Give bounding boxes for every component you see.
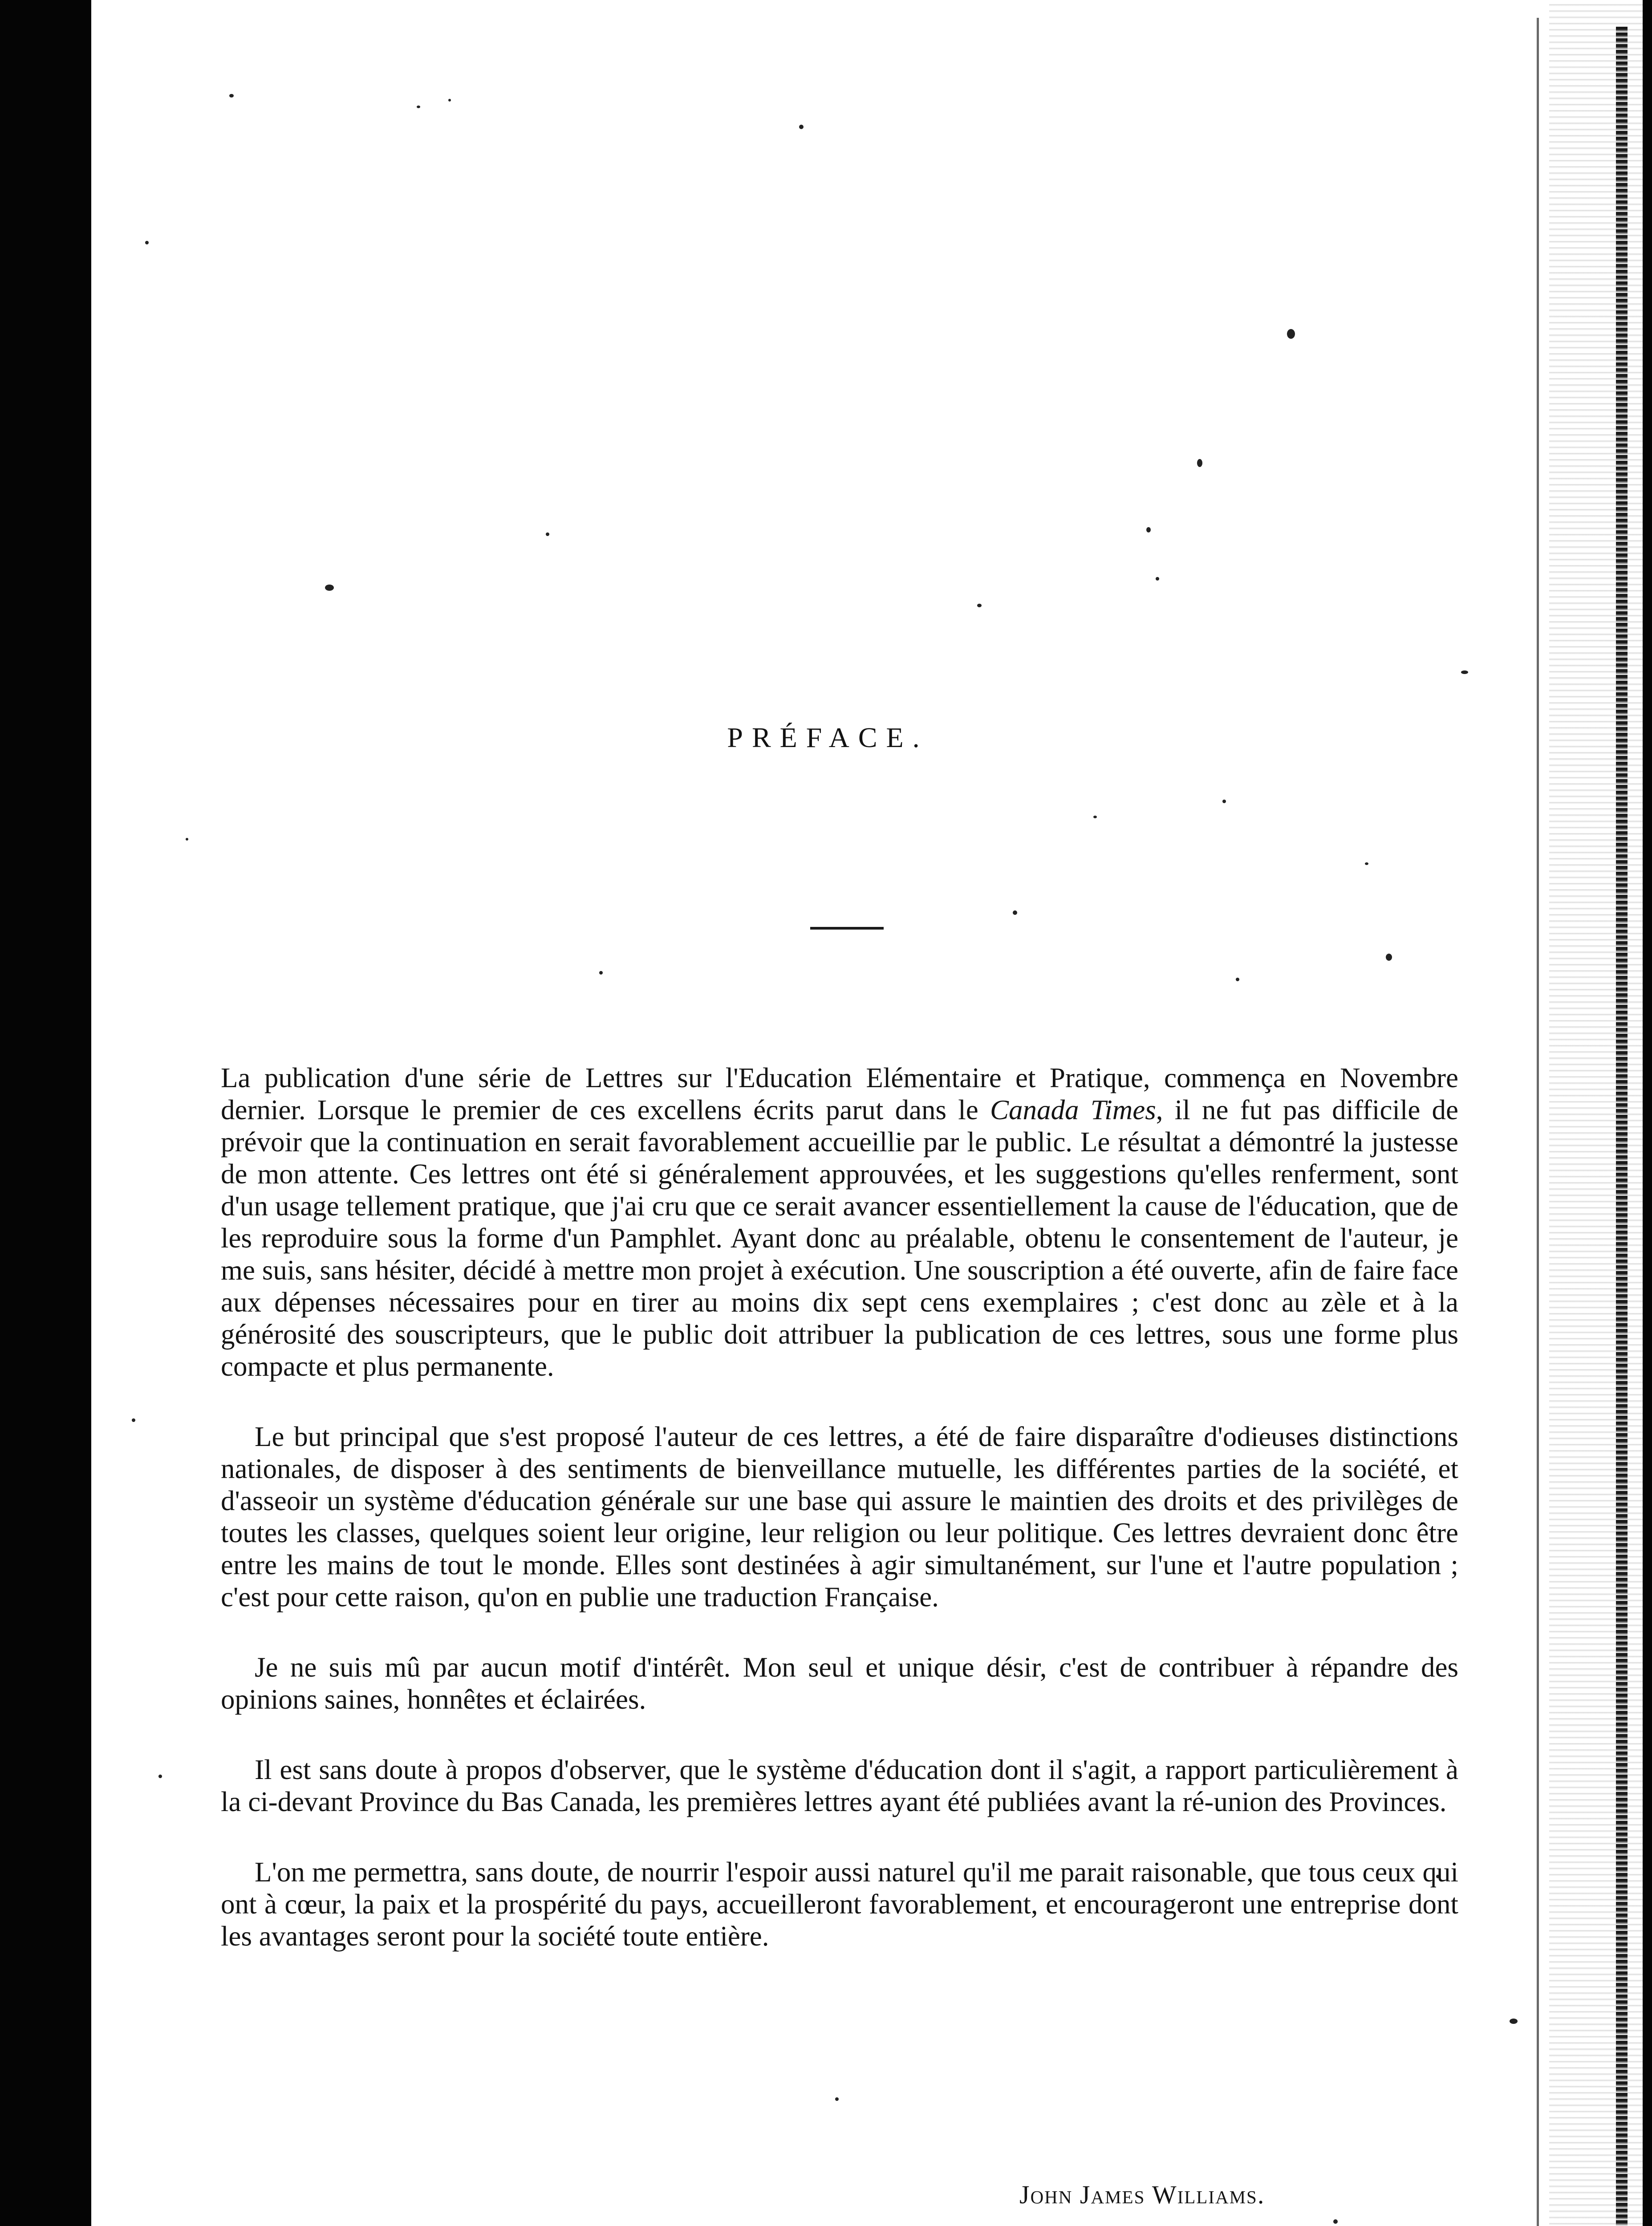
preface-body <box>221 1062 1458 1952</box>
page-title: PRÉFACE. <box>727 722 929 753</box>
paragraph-2: Le but principal que s'est proposé l'auteur de ces lettres, a été de faire disparaître d'odieuses distinctions nationales, de disposer à des sentiments de bienveillance mutuelle, les différentes parties de la société, et d'asseoir un système d'éducation générale sur une base qui assure le maintien des droits et des privilèges de toutes les classes, quelques soient leur origine, leur religion ou leur politique. Ces lettres devraient donc être entre les mains de tout le monde. Elles sont destinées à agir simultanément, sur l'une et l'autre population ; c'est pour cette raison, qu'on en publie une traduction Française. <box>221 1421 1458 1613</box>
paragraph-1-text: La publication d'une série de Lettres sur l'Education Elémentaire et Pratique, commença en Novembre dernier. Lorsque le premier de ces excellens écrits parut dans le <box>221 1062 1458 1125</box>
paragraph-5: L'on me permettra, sans doute, de nourrir l'espoir aussi naturel qu'il me parait raisonable, que tous ceux qui ont à cœur, la paix et la prospérité du pays, accueilleront favorablement, et encourageront une entreprise dont les avantages seront pour la société toute entière. <box>221 1856 1458 1952</box>
paragraph-1-text-continued: , il ne fut pas difficile de prévoir que la continuation en serait favorablement accueillie par le public. Le résultat a démontré la justesse de mon attente. Ces lettres ont été si généralement approuvées, et les suggestions qu'elles renferment, sont d'un usage tellement pratique, que j'ai cru que ce serait avancer essentiellement la cause de l'éducation, que de les reproduire sous la forme d'un Pamphlet. Ayant donc au préalable, obtenu le consentement de l'auteur, je me suis, sans hésiter, décidé à mettre mon projet à exécution. Une souscription a été ouverte, afin de faire face aux dépenses nécessaires pour en tirer au moins dix sept cens exemplaires ; c'est donc au zèle et à la générosité des souscripteurs, que le public doit attribuer la publication de ces lettres, sous une forme plus compacte et plus permanente. <box>221 1094 1459 1382</box>
title-divider <box>810 927 884 930</box>
paragraph-1 <box>221 1062 1458 1382</box>
paragraph-4: Il est sans doute à propos d'observer, que le système d'éducation dont il s'agit, a rapport particulièrement à la ci-devant Province du Bas Canada, les premières lettres ayant été publiées avant la ré-union des Provinces. <box>221 1754 1458 1817</box>
newspaper-title: Canada Times <box>990 1094 1156 1125</box>
author-signature: John James Williams. <box>1019 2180 1265 2209</box>
paragraph-3: Je ne suis mû par aucun motif d'intérêt. Mon seul et unique désir, c'est de contribuer à répandre des opinions saines, honnêtes et éclairées. <box>221 1652 1458 1715</box>
